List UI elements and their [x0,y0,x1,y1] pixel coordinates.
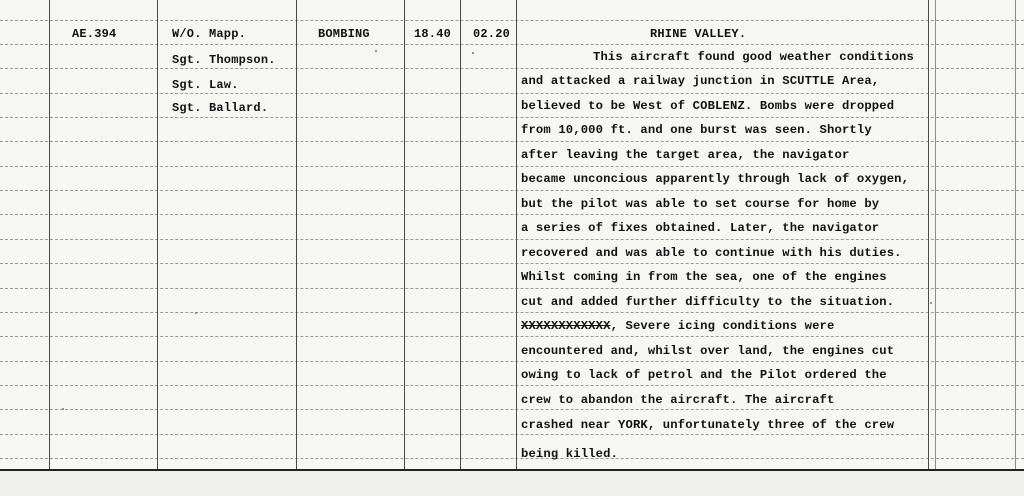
ruled-line [0,117,1024,118]
bottom-margin [0,471,1024,496]
column-rule [49,0,50,470]
ink-speck [195,312,197,314]
ruled-line [0,263,1024,264]
narrative-line: Whilst coming in from the sea, one of the engines [521,270,887,284]
ruled-line [0,68,1024,69]
ruled-line [0,214,1024,215]
column-rule [460,0,461,470]
ruled-line [0,385,1024,386]
column-rule [296,0,297,470]
time-down: 02.20 [473,27,511,41]
narrative-line: recovered and was able to continue with his duties. [521,246,902,260]
narrative-fragment: , Severe icing conditions were [610,319,835,333]
ruled-line [0,141,1024,142]
narrative-line: owing to lack of petrol and the Pilot ordered the [521,368,887,382]
crew-member: Sgt. Law. [172,78,239,92]
ruled-line [0,288,1024,289]
narrative-line: cut and added further difficulty to the situation. [521,295,895,309]
narrative-line: being killed. [521,447,619,461]
column-rule [928,0,929,470]
narrative-line: crashed near YORK, unfortunately three of the crew [521,418,895,432]
aircraft-number: AE.394 [72,27,117,41]
struck-out-text: XXXXXXXXXXXX [521,319,611,333]
ruled-line [0,458,1024,459]
ruled-line [0,409,1024,410]
narrative-line: and attacked a railway junction in SCUTTLE Area, [521,74,880,88]
duty: BOMBING [318,27,370,41]
narrative-line: a series of fixes obtained. Later, the navigator [521,221,880,235]
ruled-line [0,434,1024,435]
narrative-line: encountered and, whilst over land, the engines cut [521,344,895,358]
crew-member: Sgt. Ballard. [172,101,269,115]
column-rule [516,0,517,470]
time-up: 18.40 [414,27,452,41]
ruled-line [0,239,1024,240]
crew-member: Sgt. Thompson. [172,53,276,67]
ruled-line [0,166,1024,167]
target: RHINE VALLEY. [650,27,747,41]
ruled-line [0,20,1024,21]
narrative-line: became unconcious apparently through lack of oxygen, [521,172,910,186]
narrative-line: after leaving the target area, the navigator [521,148,850,162]
ruled-line [0,44,1024,45]
narrative-line: from 10,000 ft. and one burst was seen. Shortly [521,123,872,137]
ink-speck [472,52,474,54]
ink-speck [375,50,377,52]
ink-speck [62,408,64,410]
column-rule [157,0,158,470]
narrative-line: crew to abandon the aircraft. The aircraft [521,393,835,407]
ruled-line [0,190,1024,191]
column-rule [404,0,405,470]
crew-member: W/O. Mapp. [172,27,247,41]
ruled-line [0,361,1024,362]
narrative-line: but the pilot was able to set course for home by [521,197,880,211]
ruled-line [0,93,1024,94]
narrative-line: This aircraft found good weather conditions [593,50,914,64]
narrative-line [521,319,835,333]
column-rule [935,0,936,470]
narrative-line: believed to be West of COBLENZ. Bombs were dropped [521,99,895,113]
ruled-line [0,336,1024,337]
ruled-line [0,312,1024,313]
column-rule [1015,0,1016,470]
ink-speck [930,302,932,304]
